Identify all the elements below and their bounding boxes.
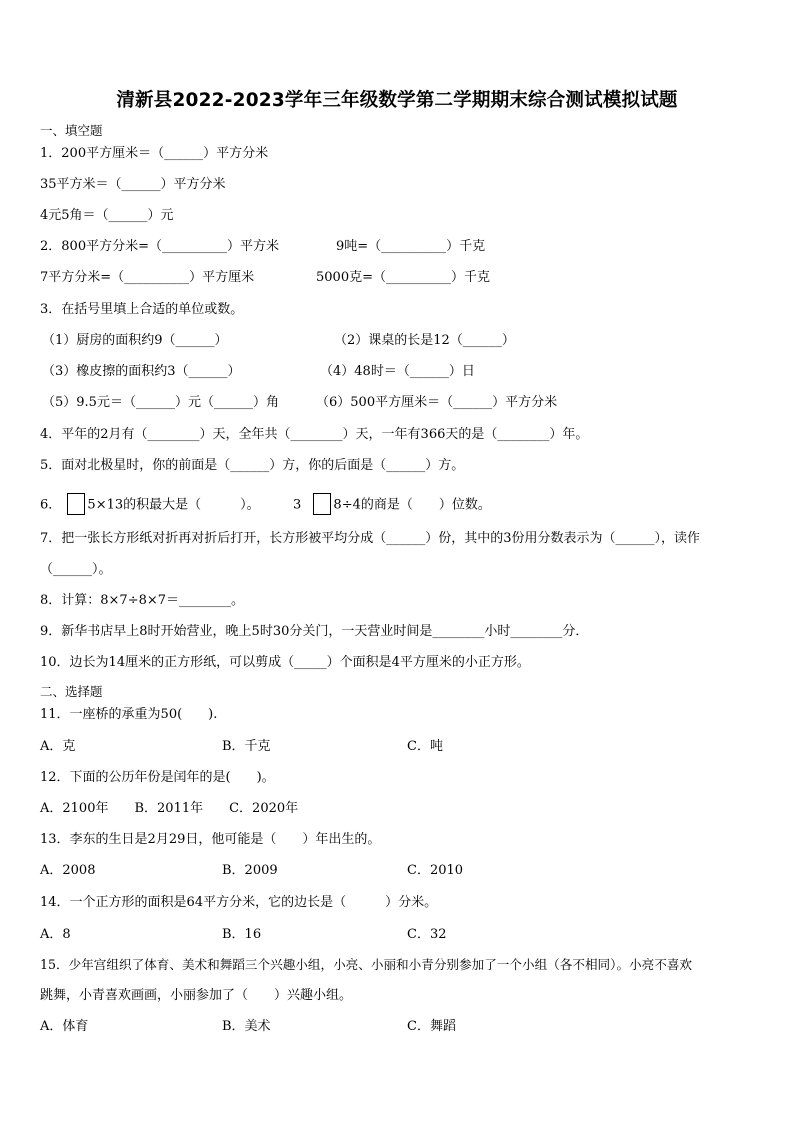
question-8: 8．计算：8×7÷8×7＝________。 [40,593,245,608]
question-3-item-4: （4）48时＝（______）日 [320,364,475,379]
question-3-item-3: （3）橡皮擦的面积约3（______） [42,364,241,379]
question-10: 10．边长为14厘米的正方形纸，可以剪成（_____）个面积是4平方厘米的小正方形。 [40,655,530,670]
question-15-option-b: B．美术 [222,1019,271,1034]
question-12-options: A．2100年 B．2011年 C．2020年 [40,801,299,816]
question-11-stem: 11．一座桥的承重为50( ). [40,707,218,722]
question-13-option-b: B．2009 [222,863,278,878]
question-3-item-1: （1）厨房的面积约9（______） [42,333,228,348]
question-14-stem: 14．一个正方形的面积是64平方分米，它的边长是（ ）分米。 [40,895,438,910]
question-3-item-6: （6）500平方厘米＝（______）平方分米 [316,395,558,410]
question-14-option-b: B．16 [222,927,262,942]
question-6-part-a: 5×13的积最大是（ ）。 [87,497,260,513]
page-title: 清新县2022-2023学年三年级数学第二学期期末综合测试模拟试题 [116,90,678,111]
blank-box [67,493,85,515]
question-2b: 9吨=（__________）千克 [336,239,486,254]
question-6-part-b-prefix: 3 [293,497,302,513]
question-15-option-a: A．体育 [40,1019,89,1034]
question-6-number: 6． [40,497,62,513]
question-2a: 2．800平方分米=（__________）平方米 [40,239,279,254]
question-1a: 1．200平方厘米＝（______）平方分米 [40,146,269,161]
question-3-item-2: （2）课桌的长是12（______） [334,333,515,348]
question-11-option-b: B．千克 [222,739,271,754]
question-9: 9．新华书店早上8时开始营业，晚上5时30分关门，一天营业时间是________小时________分． [40,624,589,639]
question-14-option-c: C．32 [407,927,447,942]
question-15-stem-line-2: 跳舞，小青喜欢画画，小丽参加了（ ）兴趣小组。 [40,988,353,1003]
section-fill-in: 一、填空题 [40,123,103,138]
question-6 [40,494,260,516]
section-multiple-choice: 二、选择题 [40,684,103,699]
blank-box [313,493,331,515]
question-2d: 5000克=（__________）千克 [316,270,490,285]
question-2c: 7平方分米=（__________）平方厘米 [40,270,255,285]
question-7b: （______）。 [40,562,112,577]
question-13-option-a: A．2008 [40,863,96,878]
question-3-stem: 3．在括号里填上合适的单位或数。 [40,302,244,317]
question-4: 4．平年的2月有（________）天，全年共（________）天，一年有366天的是（________）年。 [40,427,589,442]
question-15-option-c: C．舞蹈 [407,1019,456,1034]
question-5: 5．面对北极星时，你的前面是（______）方，你的后面是（______）方。 [40,458,465,473]
question-1c: 4元5角＝（______）元 [40,208,174,223]
question-11-option-c: C．吨 [407,739,443,754]
question-12-stem: 12．下面的公历年份是闰年的是( )。 [40,770,275,785]
question-14-option-a: A．8 [40,927,71,942]
question-13-stem: 13．李东的生日是2月29日，他可能是（ ）年出生的。 [40,832,381,847]
question-6-part-b-text: 8÷4的商是（ ）位数。 [333,497,491,513]
question-1b: 35平方米＝（______）平方分米 [40,177,226,192]
question-6-part-b [293,494,491,516]
question-3-item-5: （5）9.5元＝（______）元（______）角 [42,395,279,410]
question-7a: 7．把一张长方形纸对折再对折后打开，长方形被平均分成（______）份，其中的3份用分数表示为（______），读作 [40,531,701,546]
question-15-stem-line-1: 15．少年宫组织了体育、美术和舞蹈三个兴趣小组，小亮、小丽和小青分别参加了一个小组（各不相同）。小亮不喜欢 [40,957,693,972]
question-13-option-c: C．2010 [407,863,464,878]
question-11-option-a: A．克 [40,739,76,754]
